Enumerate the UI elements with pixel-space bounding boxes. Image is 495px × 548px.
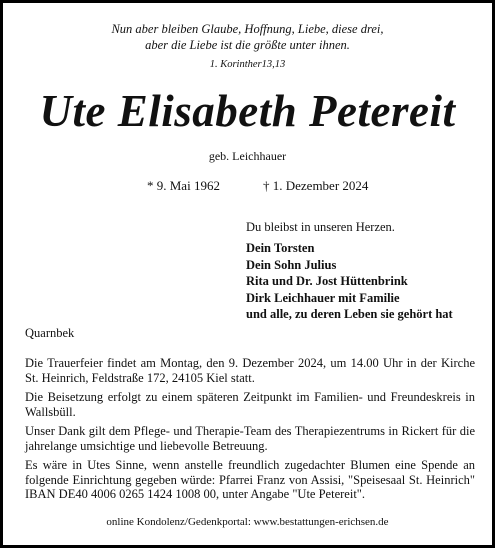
place-name: Quarnbek — [25, 326, 75, 340]
mourners-intro: Du bleibst in unseren Herzen. — [246, 220, 395, 234]
donation-paragraph: Es wäre in Utes Sinne, wenn anstelle freundlich zugedachter Blumen eine Spende an folgende Einrichtung gegeben würde: Pfarrei Franz von Assisi, "Speisesaal St. Heinrich" IBAN DE40 4006 0265 1424 1008 00, unter Angabe "Ute Petereit". — [25, 458, 475, 501]
mourner-name: Dein Torsten — [246, 241, 315, 255]
condolence-portal-footer: online Kondolenz/Gedenkportal: www.bestattungen-erichsen.de — [106, 516, 389, 528]
bible-quote-source: 1. Korinther13,13 — [209, 59, 286, 70]
burial-paragraph: Die Beisetzung erfolgt zu einem späteren Zeitpunkt im Familien- und Freundeskreis in Wallsbüll. — [25, 390, 475, 419]
mourner-name: Rita und Dr. Jost Hüttenbrink — [246, 274, 408, 288]
thanks-paragraph: Unser Dank gilt dem Pflege- und Therapie-Team des Therapiezentrums in Rickert für die jahrelange umsichtige und liebevolle Betreuung. — [25, 424, 475, 453]
mourner-name: Dein Sohn Julius — [246, 257, 337, 272]
death-date: † 1. Dezember 2024 — [263, 178, 369, 193]
born-name: geb. Leichhauer — [208, 149, 287, 163]
mourner-name: Dirk Leichhauer mit Familie — [246, 290, 400, 305]
funeral-service-paragraph: Die Trauerfeier findet am Montag, den 9. Dezember 2024, um 14.00 Uhr in der Kirche St. Heinrich, Feldstraße 172, 24105 Kiel statt. — [25, 356, 475, 385]
bible-quote-line-1: Nun aber bleiben Glaube, Hoffnung, Liebe, diese drei, — [111, 22, 384, 36]
birth-date: * 9. Mai 1962 — [147, 178, 220, 193]
bible-quote-line-2: aber die Liebe ist die größte unter ihnen. — [145, 38, 350, 52]
mourner-name: und alle, zu deren Leben sie gehört hat — [246, 307, 453, 321]
announcement-text — [25, 356, 475, 507]
deceased-name: Ute Elisabeth Petereit — [39, 86, 456, 136]
mourners-list — [246, 240, 453, 323]
